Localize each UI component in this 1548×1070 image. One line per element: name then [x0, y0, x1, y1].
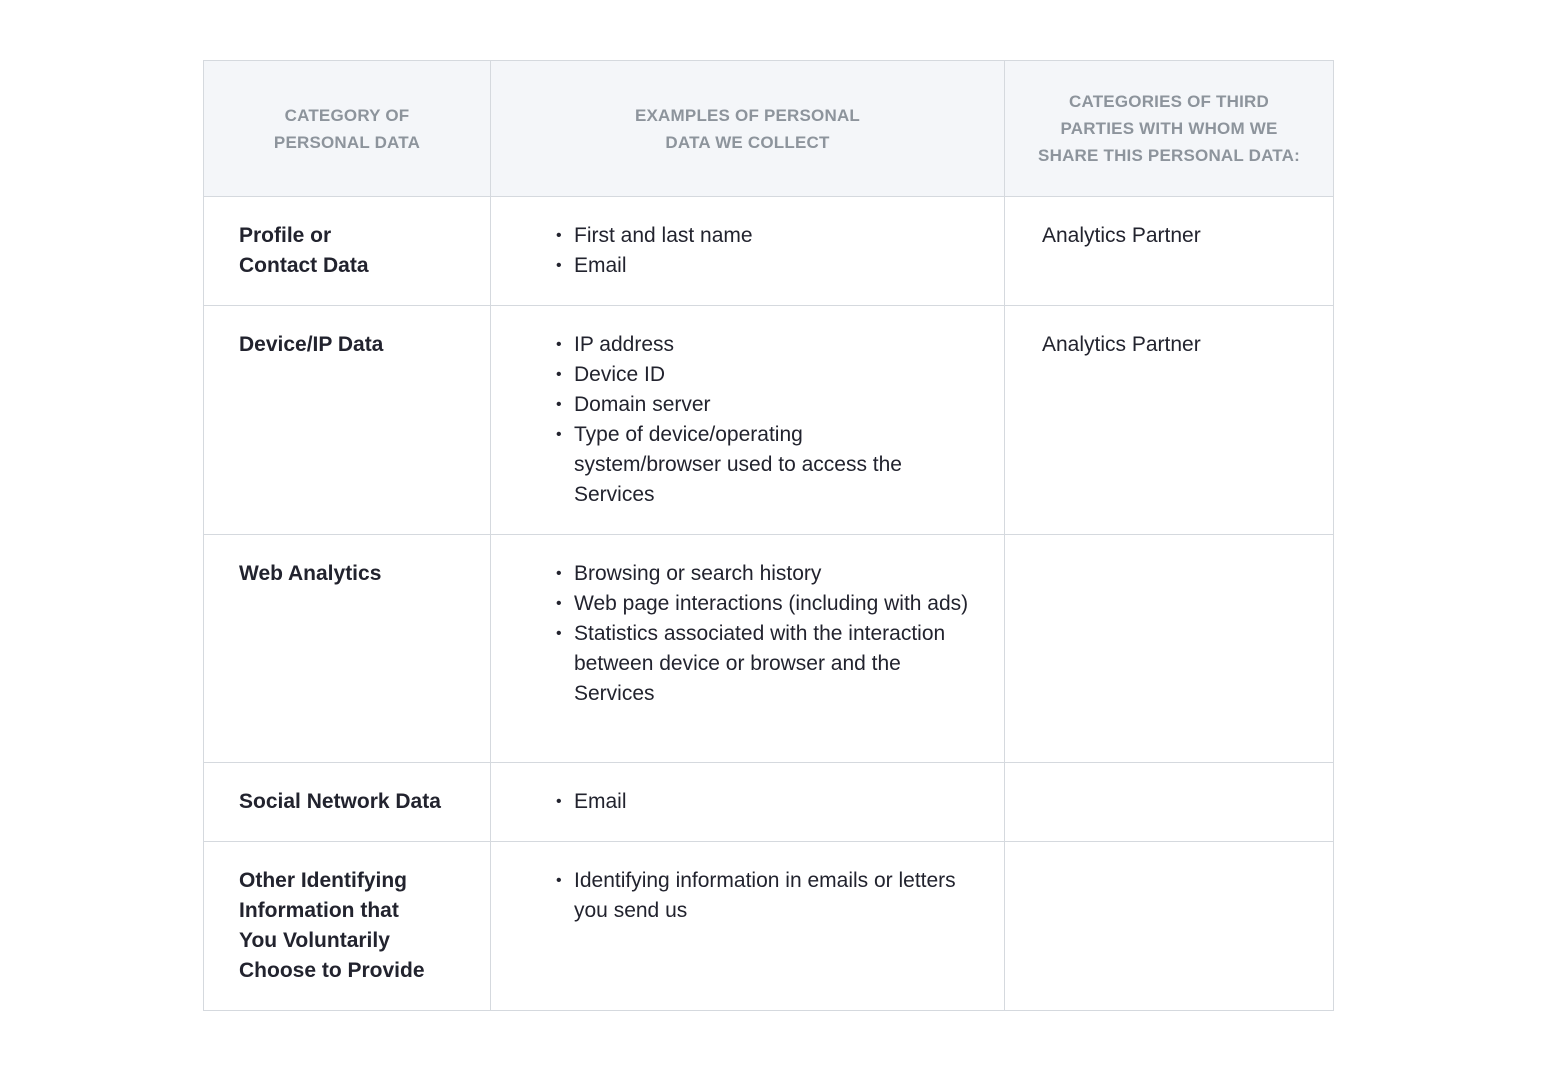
list-item: • Device ID: [559, 360, 924, 390]
category-cell: Profile or Contact Data: [204, 197, 491, 306]
list-item: • Email: [559, 251, 969, 281]
list-item: • First and last name: [559, 221, 969, 251]
examples-list: [526, 787, 969, 817]
header-examples: EXAMPLES OF PERSONAL DATA WE COLLECT: [491, 61, 1005, 197]
examples-list: [526, 330, 924, 510]
category-cell: Device/IP Data: [204, 306, 491, 535]
table-row: [204, 842, 1334, 1011]
list-item: • Domain server: [559, 390, 924, 420]
table-body: [204, 197, 1334, 1011]
examples-cell: [491, 842, 1005, 1011]
examples-list: [526, 221, 969, 281]
list-item: • IP address: [559, 330, 924, 360]
header-row: [204, 61, 1334, 197]
third-parties-cell: [1005, 535, 1334, 763]
personal-data-table-container: [203, 60, 1333, 1011]
header-third-parties: CATEGORIES OF THIRD PARTIES WITH WHOM WE SHARE THIS PERSONAL DATA:: [1005, 61, 1334, 197]
list-item: • Statistics associated with the interaction between device or browser and the Services: [559, 619, 969, 709]
category-cell: Social Network Data: [204, 763, 491, 842]
personal-data-table: [203, 60, 1334, 1011]
examples-list: [526, 559, 969, 709]
list-item: • Browsing or search history: [559, 559, 969, 589]
examples-cell: [491, 306, 1005, 535]
examples-cell: [491, 535, 1005, 763]
examples-cell: [491, 763, 1005, 842]
list-item: • Identifying information in emails or letters you send us: [559, 866, 959, 926]
list-item: • Web page interactions (including with ads): [559, 589, 969, 619]
third-parties-cell: [1005, 842, 1334, 1011]
third-parties-cell: Analytics Partner: [1005, 197, 1334, 306]
third-parties-cell: Analytics Partner: [1005, 306, 1334, 535]
table-row: [204, 535, 1334, 763]
table-row: [204, 197, 1334, 306]
list-item: • Email: [559, 787, 969, 817]
examples-cell: [491, 197, 1005, 306]
category-cell: Other Identifying Information that You Voluntarily Choose to Provide: [204, 842, 491, 1011]
table-header: [204, 61, 1334, 197]
category-cell: Web Analytics: [204, 535, 491, 763]
examples-list: [526, 866, 959, 926]
list-item: • Type of device/operating system/browser used to access the Services: [559, 420, 924, 510]
header-category: CATEGORY OF PERSONAL DATA: [204, 61, 491, 197]
table-row: [204, 306, 1334, 535]
third-parties-cell: [1005, 763, 1334, 842]
table-row: [204, 763, 1334, 842]
